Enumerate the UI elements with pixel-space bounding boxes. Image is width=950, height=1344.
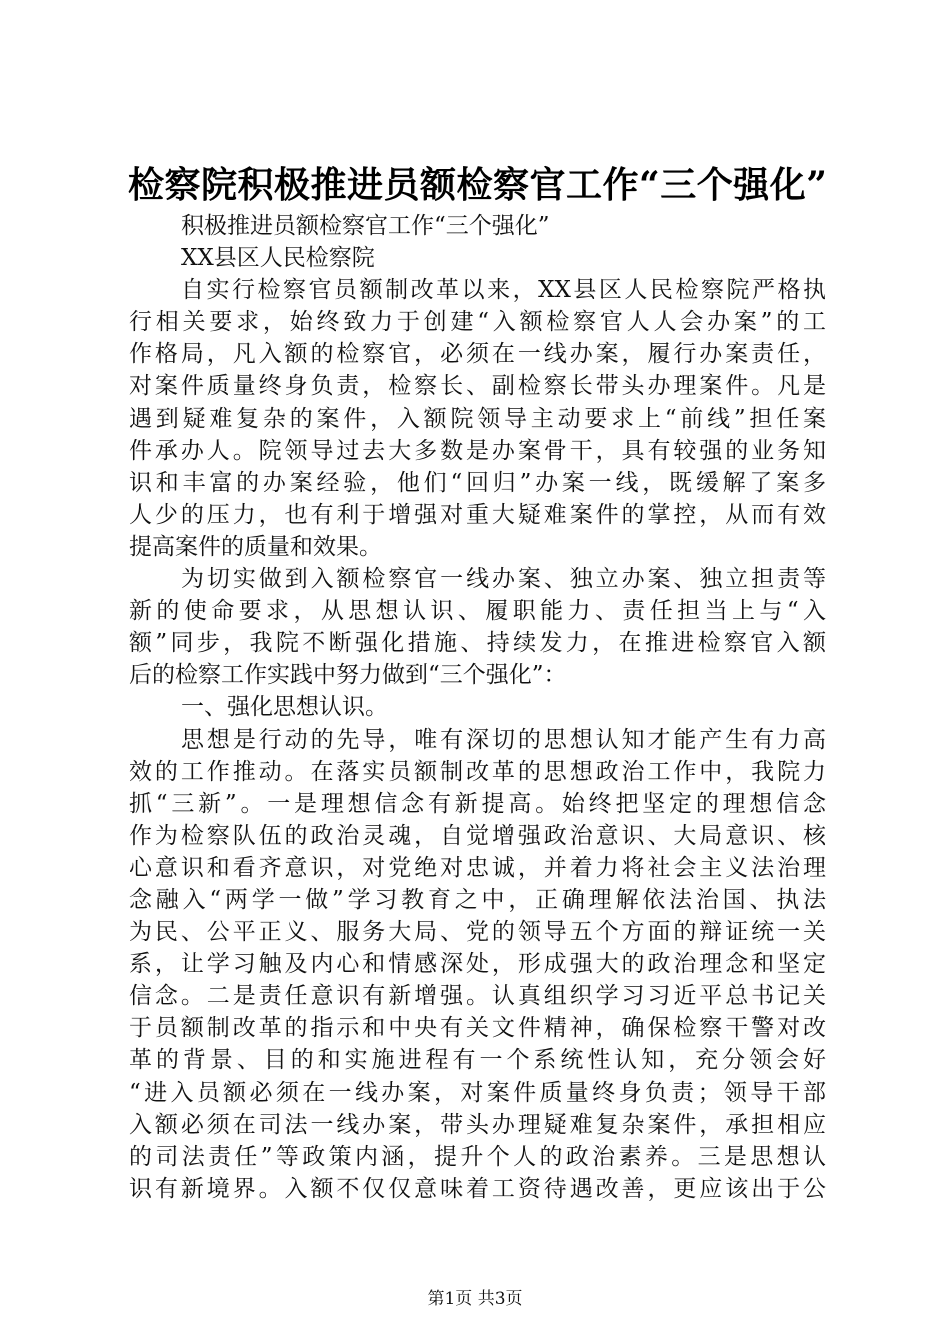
paragraph-line: 于员额制改革的指示和中央有关文件精神，确保检察干警对改 (129, 1015, 826, 1042)
paragraph-line: 念融入“两学一做”学习教育之中，正确理解依法治国、执法 (129, 886, 826, 913)
document-author: XX县区人民检察院 (181, 245, 375, 272)
paragraph-line: 入额必须在司法一线办案，带头办理疑难复杂案件，承担相应 (129, 1111, 826, 1138)
paragraph-line: 一、强化思想认识。 (181, 694, 388, 721)
paragraph-line: “进入员额必须在一线办案，对案件质量终身负责；领导干部 (129, 1079, 826, 1106)
paragraph-line: 件承办人。院领导过去大多数是办案骨干，具有较强的业务知 (129, 437, 826, 464)
paragraph-line: 后的检察工作实践中努力做到“三个强化”： (129, 662, 567, 689)
paragraph-line: 作格局，凡入额的检察官，必须在一线办案，履行办案责任， (129, 341, 826, 368)
paragraph-line: 信念。二是责任意识有新增强。认真组织学习习近平总书记关 (129, 983, 826, 1010)
paragraph-line: 识和丰富的办案经验，他们“回归”办案一线，既缓解了案多 (129, 469, 826, 496)
paragraph-line: 革的背景、目的和实施进程有一个系统性认知，充分领会好 (129, 1047, 826, 1074)
paragraph (129, 724, 826, 1205)
paragraph-line: 人少的压力，也有利于增强对重大疑难案件的掌控，从而有效 (129, 501, 826, 528)
paragraph-line: 作为检察队伍的政治灵魂，自觉增强政治意识、大局意识、核 (129, 822, 826, 849)
paragraph (129, 563, 826, 691)
paragraph-line: 提高案件的质量和效果。 (129, 533, 382, 560)
paragraph-line: 为切实做到入额检察官一线办案、独立办案、独立担责等 (181, 566, 826, 593)
paragraph-line: 为民、公平正义、服务大局、党的领导五个方面的辩证统一关 (129, 919, 826, 946)
paragraph-line: 思想是行动的先导，唯有深切的思想认知才能产生有力高 (181, 726, 826, 753)
paragraph (129, 274, 826, 563)
document-body (129, 210, 826, 1205)
paragraph-line: 额”同步，我院不断强化措施、持续发力，在推进检察官入额 (129, 630, 826, 657)
paragraph-line: 的司法责任”等政策内涵，提升个人的政治素养。三是思想认 (129, 1143, 826, 1170)
paragraph-line: 遇到疑难复杂的案件，入额院领导主动要求上“前线”担任案 (129, 405, 826, 432)
paragraph-container (129, 274, 826, 1205)
paragraph-line: 效的工作推动。在落实员额制改革的思想政治工作中，我院力 (129, 758, 826, 785)
document-title: 检察院积极推进员额检察官工作“三个强化” (128, 164, 828, 206)
paragraph-line: 新的使命要求，从思想认识、履职能力、责任担当上与“入 (129, 598, 826, 625)
document-subtitle: 积极推进员额检察官工作“三个强化” (181, 213, 550, 239)
paragraph-line: 自实行检察官员额制改革以来，XX县区人民检察院严格执 (181, 277, 826, 304)
paragraph-line: 系，让学习触及内心和情感深处，形成强大的政治理念和坚定 (129, 951, 826, 978)
paragraph (129, 691, 826, 723)
paragraph-line: 行相关要求，始终致力于创建“入额检察官人人会办案”的工 (129, 309, 826, 336)
paragraph-line: 抓“三新”。一是理想信念有新提高。始终把坚定的理想信念 (129, 790, 826, 817)
paragraph-line: 识有新境界。入额不仅仅意味着工资待遇改善，更应该出于公 (129, 1175, 826, 1202)
paragraph-line: 心意识和看齐意识，对党绝对忠诚，并着力将社会主义法治理 (129, 854, 826, 881)
page-number-footer: 第1页 共3页 (427, 1289, 523, 1309)
paragraph-line: 对案件质量终身负责，检察长、副检察长带头办理案件。凡是 (129, 373, 826, 400)
